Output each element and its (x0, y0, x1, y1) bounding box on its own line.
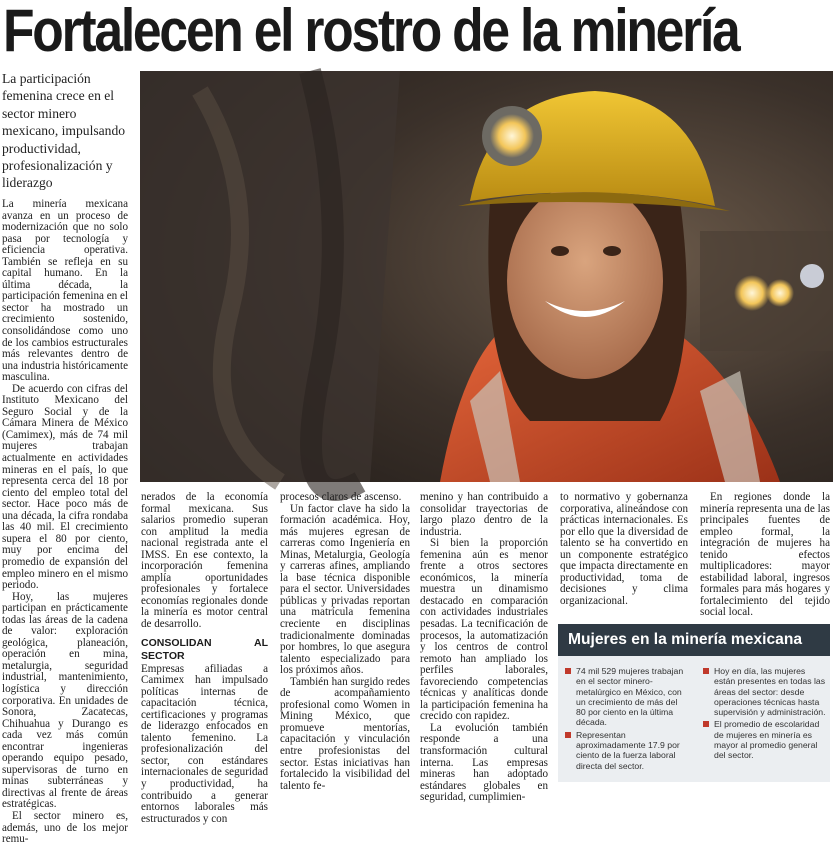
paragraph: Si bien la proporción femenina aún es menor frente a otros sectores económicos, la minería muestra un dinamismo destacado en comparación con actividades industriales pesadas. La tecnificación de procesos, la automatización y los centros de control remoto han ampliado los perfiles laborales, favoreciendo competencias técnicas y analíticas donde la participación femenina ha crecido con rapidez. (420, 537, 548, 723)
article-deck: La participación femenina crece en el sector minero mexicano, impulsando productividad, profesionalización y liderazgo (2, 71, 126, 191)
article-column-4 (420, 492, 548, 804)
paragraph: nerados de la economía formal mexicana. Sus salarios promedio superan con amplitud la media nacional registrada ante el IMSS. En ese contexto, la incorporación femenina amplía oportunidades profesionales y fortalece economías regionales donde la minería es motor central de desarrollo. (141, 491, 268, 631)
article-column-2 (141, 492, 268, 825)
article-column-3 (280, 492, 410, 792)
headline: Fortalecen el rostro de la minería (3, 0, 739, 64)
fact-box-title: Mujeres en la minería mexicana (568, 631, 803, 648)
paragraph: El sector minero es, además, uno de los mejor remu- (2, 809, 128, 846)
fact-item (565, 666, 689, 728)
article-column-1 (2, 199, 128, 846)
fact-text: Hoy en día, las mujeres están presentes en todas las áreas del sector: desde operaciones técnicas hasta supervisión y administración. (714, 666, 826, 718)
section-heading: CONSOLIDAN AL SECTOR (141, 636, 268, 662)
article-column-6 (700, 492, 830, 619)
fact-item (565, 730, 689, 771)
paragraph: procesos claros de ascenso. (280, 491, 402, 503)
fact-box-left-column (565, 666, 689, 773)
fact-text: El promedio de escolaridad de mujeres en minería es mayor al promedio general del sector. (714, 719, 820, 761)
fact-text: Representan aproximadamente 17.9 por ciento de la fuerza laboral directa del sector. (576, 729, 680, 771)
woman-miner-photo (140, 71, 833, 482)
square-bullet-icon (565, 668, 571, 674)
fact-text: 74 mil 529 mujeres trabajan en el sector minero-metalúrgico en México, con un crecimiento de más del 80 por ciento en la última década. (576, 666, 684, 728)
fact-item (703, 666, 827, 717)
paragraph: Un factor clave ha sido la formación académica. Hoy, más mujeres egresan de carreras como Ingeniería en Minas, Metalurgia, Geología y carreras afines, ampliando la base técnica disponible para el sector. Universidades públicas y privadas reportan una matrícula femenina creciente en disciplinas tradicionalmente dominadas por hombres, lo que asegura talento especializado para los próximos años. (280, 502, 410, 677)
paragraph: La evolución también responde a una transformación cultural interna. Las empresas mineras han adoptado estándares globales en seguridad, cumplimien- (420, 721, 548, 804)
square-bullet-icon (703, 668, 709, 674)
paragraph: En regiones donde la minería representa una de las principales fuentes de empleo formal, la integración de mujeres ha tenido efectos multiplicadores: mayor estabilidad laboral, ingresos formales para más hogares y fortalecimiento del tejido social local. (700, 491, 830, 619)
article-column-5 (560, 492, 688, 607)
fact-box (558, 624, 830, 782)
paragraph: to normativo y gobernanza corporativa, alineándose con prácticas internacionales. Es por ello que la diversidad de talento se ha convertido en un componente estratégico que impacta directamente en productividad, toma de decisiones y clima organizacional. (560, 491, 688, 607)
fact-item (703, 719, 827, 760)
square-bullet-icon (703, 721, 709, 727)
square-bullet-icon (565, 732, 571, 738)
paragraph: Hoy, las mujeres participan en prácticamente todas las áreas de la cadena de valor: exploración geológica, planeación, operación en mina, metalurgia, seguridad industrial, mantenimiento, logística y dirección corporativa. En unidades de Sonora, Zacatecas, Chihuahua y Durango es cada vez más común encontrar ingenieras operando equipo pesado, supervisoras de turno en minas subterráneas y directivas al frente de áreas estratégicas. (2, 590, 128, 811)
paragraph: Empresas afiliadas a Camimex han impulsado políticas internas de capacitación técnica, certificaciones y programas de liderazgo enfocados en talento femenino. La profesionalización del sector, con estándares internacionales de seguridad y productividad, ha contribuido a generar entornos laborales más estructurados y con (141, 662, 268, 825)
fact-box-right-column (703, 666, 827, 763)
paragraph: También han surgido redes de acompañamiento profesional como Women in Mining México, que promueve mentorías, capacitación y vinculación entre profesionistas del sector. Estas iniciativas han fortalecido la visibilidad del talento fe- (280, 675, 410, 792)
paragraph: menino y han contribuido a consolidar trayectorias de largo plazo dentro de la industria. (420, 491, 548, 538)
paragraph: De acuerdo con cifras del Instituto Mexicano del Seguro Social y de la Cámara Minera de México (Camimex), más de 74 mil mujeres trabajan actualmente en actividades mineras en el país, lo que representa cerca del 18 por ciento del empleo total del sector. Hace poco más de una década, la cifra rondaba las 40 mil. El crecimiento supera el 80 por ciento, muy por encima del promedio de expansión del empleo minero en el mismo periodo. (2, 382, 128, 592)
paragraph: La minería mexicana avanza en un proceso de modernización que no solo pasa por tecnología y eficiencia operativa. También se refleja en su capital humano. En la última década, la participación femenina en el sector ha mostrado un crecimiento sostenido, consolidándose como uno de los cambios estructurales más relevantes dentro de una industria históricamente masculina. (2, 198, 128, 384)
